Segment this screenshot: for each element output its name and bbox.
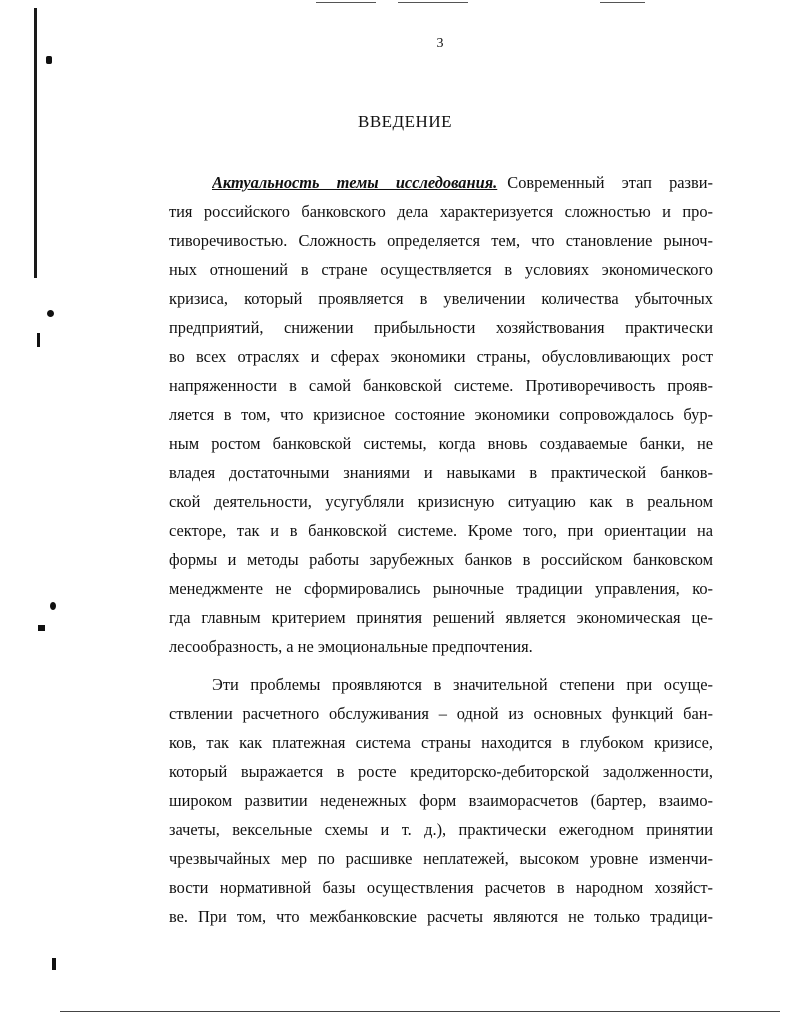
scan-speck <box>37 333 40 347</box>
paragraph-line: тия российского банковского дела характеризуется сложностью и про- <box>169 202 713 221</box>
paragraph-line: напряженности в самой банковской системе. Противоречивость прояв- <box>169 376 713 395</box>
paragraph-line: кризиса, который проявляется в увеличении количества убыточных <box>169 289 713 308</box>
top-scan-rule <box>398 2 468 3</box>
paragraph-line: ской деятельности, усугубляли кризисную ситуацию как в реальном <box>169 492 713 511</box>
paragraph-line: зачеты, вексельные схемы и т. д.), практически ежегодном принятии <box>169 820 713 839</box>
heading-line-rest: Современный этап разви- <box>507 173 713 192</box>
scan-speck <box>47 310 54 317</box>
paragraph-line: менеджменте не сформировались рыночные традиции управления, ко- <box>169 579 713 598</box>
paragraph-line: ляется в том, что кризисное состояние экономики сопровождалось бур- <box>169 405 713 424</box>
scan-speck <box>50 602 56 610</box>
paragraph-line: ных отношений в стране осуществляется в условиях экономического <box>169 260 713 279</box>
paragraph-line: ков, так как платежная система страны находится в глубоком кризисе, <box>169 733 713 752</box>
paragraph-line: который выражается в росте кредиторско-дебиторской задолженности, <box>169 762 713 781</box>
bottom-scan-rule <box>60 1011 780 1012</box>
paragraph-line: предприятий, снижении прибыльности хозяйствования практически <box>169 318 713 337</box>
paragraph-line: гда главным критерием принятия решений является экономическая це- <box>169 608 713 627</box>
paragraph-line: вости нормативной базы осуществления расчетов в народном хозяйст- <box>169 878 713 897</box>
paragraph-line: формы и методы работы зарубежных банков в российском банковском <box>169 550 713 569</box>
paragraph-line: чрезвычайных мер по расшивке неплатежей, высоком уровне изменчи- <box>169 849 713 868</box>
paragraph-line: тиворечивостью. Сложность определяется тем, что становление рыноч- <box>169 231 713 250</box>
section-title: ВВЕДЕНИЕ <box>358 112 452 131</box>
paragraph-line: Эти проблемы проявляются в значительной степени при осуще- <box>212 675 713 694</box>
top-scan-rule <box>316 2 376 3</box>
paragraph-line: лесообразность, а не эмоциональные предпочтения. <box>169 637 533 656</box>
binding-edge-line <box>34 8 37 278</box>
page-number: 3 <box>436 36 444 51</box>
section-heading: Актуальность темы исследования. <box>212 173 498 192</box>
paragraph-line: ве. При том, что межбанковские расчеты являются не только традици- <box>169 907 713 926</box>
paragraph-line: во всех отраслях и сферах экономики страны, обусловливающих рост <box>169 347 713 366</box>
paragraph-line <box>212 168 713 197</box>
paragraph-line: широком развитии неденежных форм взаиморасчетов (бартер, взаимо- <box>169 791 713 810</box>
scan-speck <box>52 958 56 970</box>
paragraph-line: ным ростом банковской системы, когда вновь создаваемые банки, не <box>169 434 713 453</box>
paragraph-line: владея достаточными знаниями и навыками в практической банков- <box>169 463 713 482</box>
scan-speck <box>38 625 45 631</box>
scan-speck <box>46 56 52 64</box>
paragraph-line: секторе, так и в банковской системе. Кроме того, при ориентации на <box>169 521 713 540</box>
top-scan-rule <box>600 2 645 3</box>
paragraph-line: ствлении расчетного обслуживания – одной из основных функций бан- <box>169 704 713 723</box>
